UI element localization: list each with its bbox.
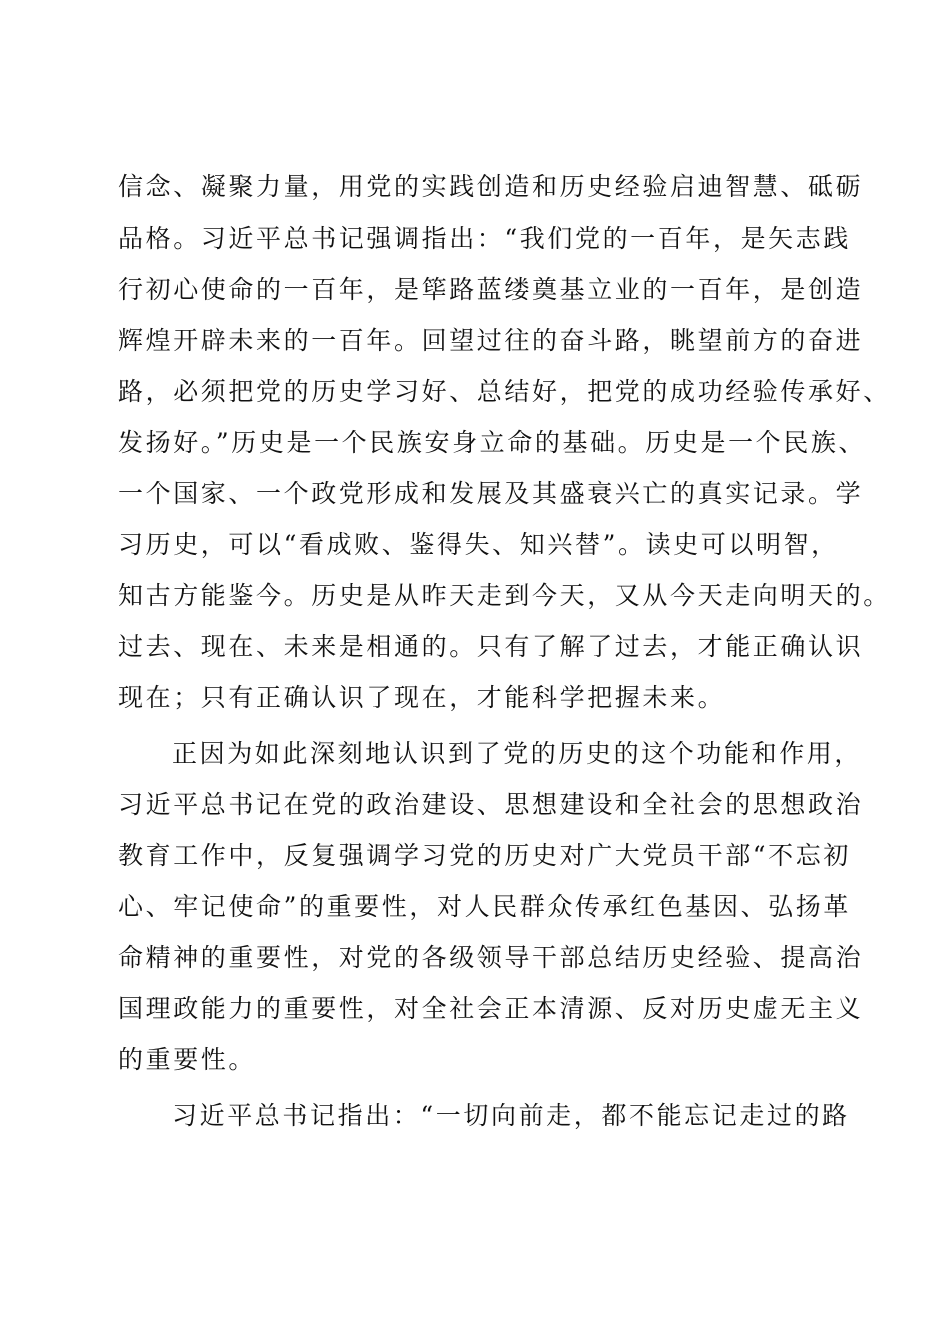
paragraph-1-line-7: 一个国家、一个政党形成和发展及其盛衰兴亡的真实记录。学 <box>118 479 864 508</box>
paragraph-1-line-4: 辉煌开辟未来的一百年。回望过往的奋斗路，眺望前方的奋进 <box>118 326 864 355</box>
paragraph-1-line-10: 过去、现在、未来是相通的。只有了解了过去，才能正确认识 <box>118 632 864 661</box>
paragraph-2-line-6: 国理政能力的重要性，对全社会正本清源、反对历史虚无主义 <box>118 994 864 1023</box>
paragraph-1-line-6: 发扬好。”历史是一个民族安身立命的基础。历史是一个民族、 <box>118 428 867 457</box>
paragraph-1-line-5: 路，必须把党的历史学习好、总结好，把党的成功经验传承好、 <box>118 377 891 406</box>
paragraph-1-line-2: 品格。习近平总书记强调指出：“我们党的一百年，是矢志践 <box>118 224 851 253</box>
paragraph-1-line-11: 现在；只有正确认识了现在，才能科学把握未来。 <box>118 683 726 712</box>
paragraph-1-line-3: 行初心使命的一百年，是筚路蓝缕奠基立业的一百年，是创造 <box>118 275 864 304</box>
paragraph-2-line-1: 正因为如此深刻地认识到了党的历史的这个功能和作用， <box>172 739 863 768</box>
paragraph-2-line-3: 教育工作中，反复强调学习党的历史对广大党员干部“不忘初 <box>118 841 851 870</box>
paragraph-1-line-8: 习历史，可以“看成败、鉴得失、知兴替”。读史可以明智， <box>118 530 839 559</box>
paragraph-2-line-7: 的重要性。 <box>118 1045 257 1074</box>
paragraph-2-line-2: 习近平总书记在党的政治建设、思想建设和全社会的思想政治 <box>118 790 864 819</box>
paragraph-1-line-9: 知古方能鉴今。历史是从昨天走到今天，又从今天走向明天的。 <box>118 581 891 610</box>
paragraph-3-line-1: 习近平总书记指出：“一切向前走，都不能忘记走过的路 <box>172 1101 850 1130</box>
paragraph-2-line-4: 心、牢记使命”的重要性，对人民群众传承红色基因、弘扬革 <box>118 892 851 921</box>
paragraph-2-line-5: 命精神的重要性，对党的各级领导干部总结历史经验、提高治 <box>118 943 864 972</box>
paragraph-1-line-1: 信念、凝聚力量，用党的实践创造和历史经验启迪智慧、砥砺 <box>118 172 864 201</box>
